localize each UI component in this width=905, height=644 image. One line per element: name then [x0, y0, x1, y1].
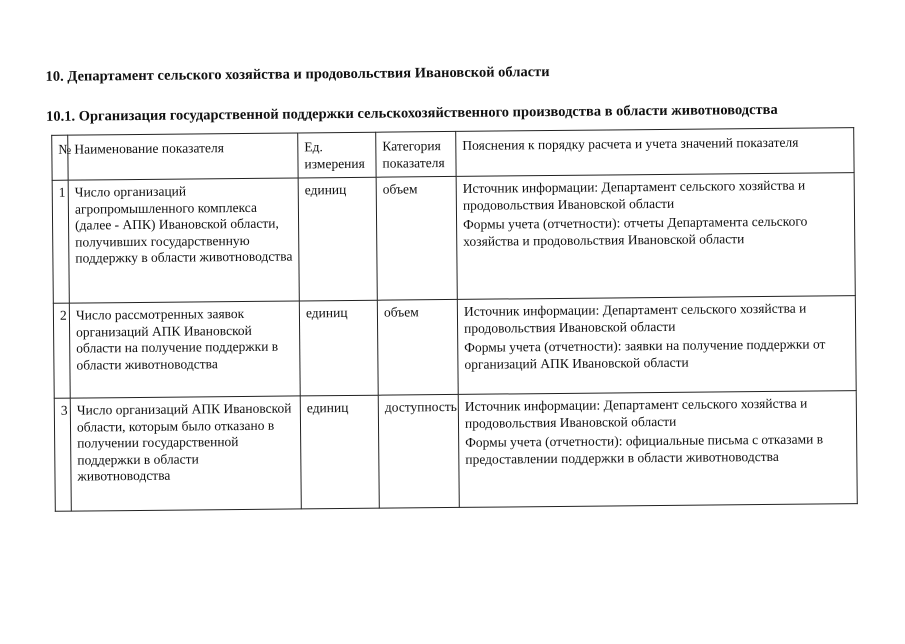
header-num: №: [52, 135, 68, 180]
table-header-row: [52, 128, 854, 181]
indicators-table: [51, 127, 858, 512]
reporting-forms: Формы учета (отчетности): заявки на получение поддержки от организаций АПК Ивановской области: [464, 336, 826, 372]
category-cell: объем: [376, 176, 457, 300]
notes-cell: [456, 173, 855, 300]
notes-cell: [457, 296, 856, 395]
category-cell: объем: [377, 299, 458, 395]
header-unit: Ед. измерения: [298, 132, 376, 178]
table-row: [52, 173, 855, 304]
header-name: Наименование показателя: [68, 133, 298, 180]
row-num: 1: [52, 180, 69, 303]
row-num: 3: [54, 398, 71, 511]
info-source: Источник информации: Департамент сельского хозяйства и продовольствия Ивановской области: [464, 395, 808, 431]
header-category: Категория показателя: [376, 131, 456, 177]
table-row: [53, 296, 856, 399]
indicator-name: Число организаций агропромышленного комплекса (далее - АПК) Ивановской области, получивших государственную поддержку в области животноводства: [68, 178, 299, 303]
header-notes: Пояснения к порядку расчета и учета значений показателя: [456, 128, 854, 177]
category-cell: доступность: [378, 394, 459, 508]
subsection-title: 10.1. Организация государственной поддержки сельскохозяйственного производства в области животноводства: [45, 101, 778, 125]
reporting-forms: Формы учета (отчетности): официальные письма с отказами в предоставлении поддержки в области животноводства: [465, 431, 824, 467]
info-source: Источник информации: Департамент сельского хозяйства и продовольствия Ивановской области: [462, 177, 806, 213]
unit-cell: единиц: [299, 300, 378, 396]
indicator-name: Число рассмотренных заявок организаций АПК Ивановской области на получение поддержки в области животноводства: [69, 301, 300, 398]
reporting-forms: Формы учета (отчетности): отчеты Департамента сельского хозяйства и продовольствия Ивановской области: [463, 213, 808, 249]
table-row: [54, 391, 857, 512]
section-title: 10. Департамент сельского хозяйства и продовольствия Ивановской области: [45, 64, 550, 85]
unit-cell: единиц: [298, 177, 377, 301]
info-source: Источник информации: Департамент сельского хозяйства и продовольствия Ивановской области: [463, 300, 807, 336]
indicator-name: Число организаций АПК Ивановской области, которым было отказано в получении государственной поддержки в области животноводства: [70, 396, 301, 511]
unit-cell: единиц: [300, 395, 379, 509]
row-num: 2: [53, 303, 70, 398]
notes-cell: [458, 391, 857, 508]
